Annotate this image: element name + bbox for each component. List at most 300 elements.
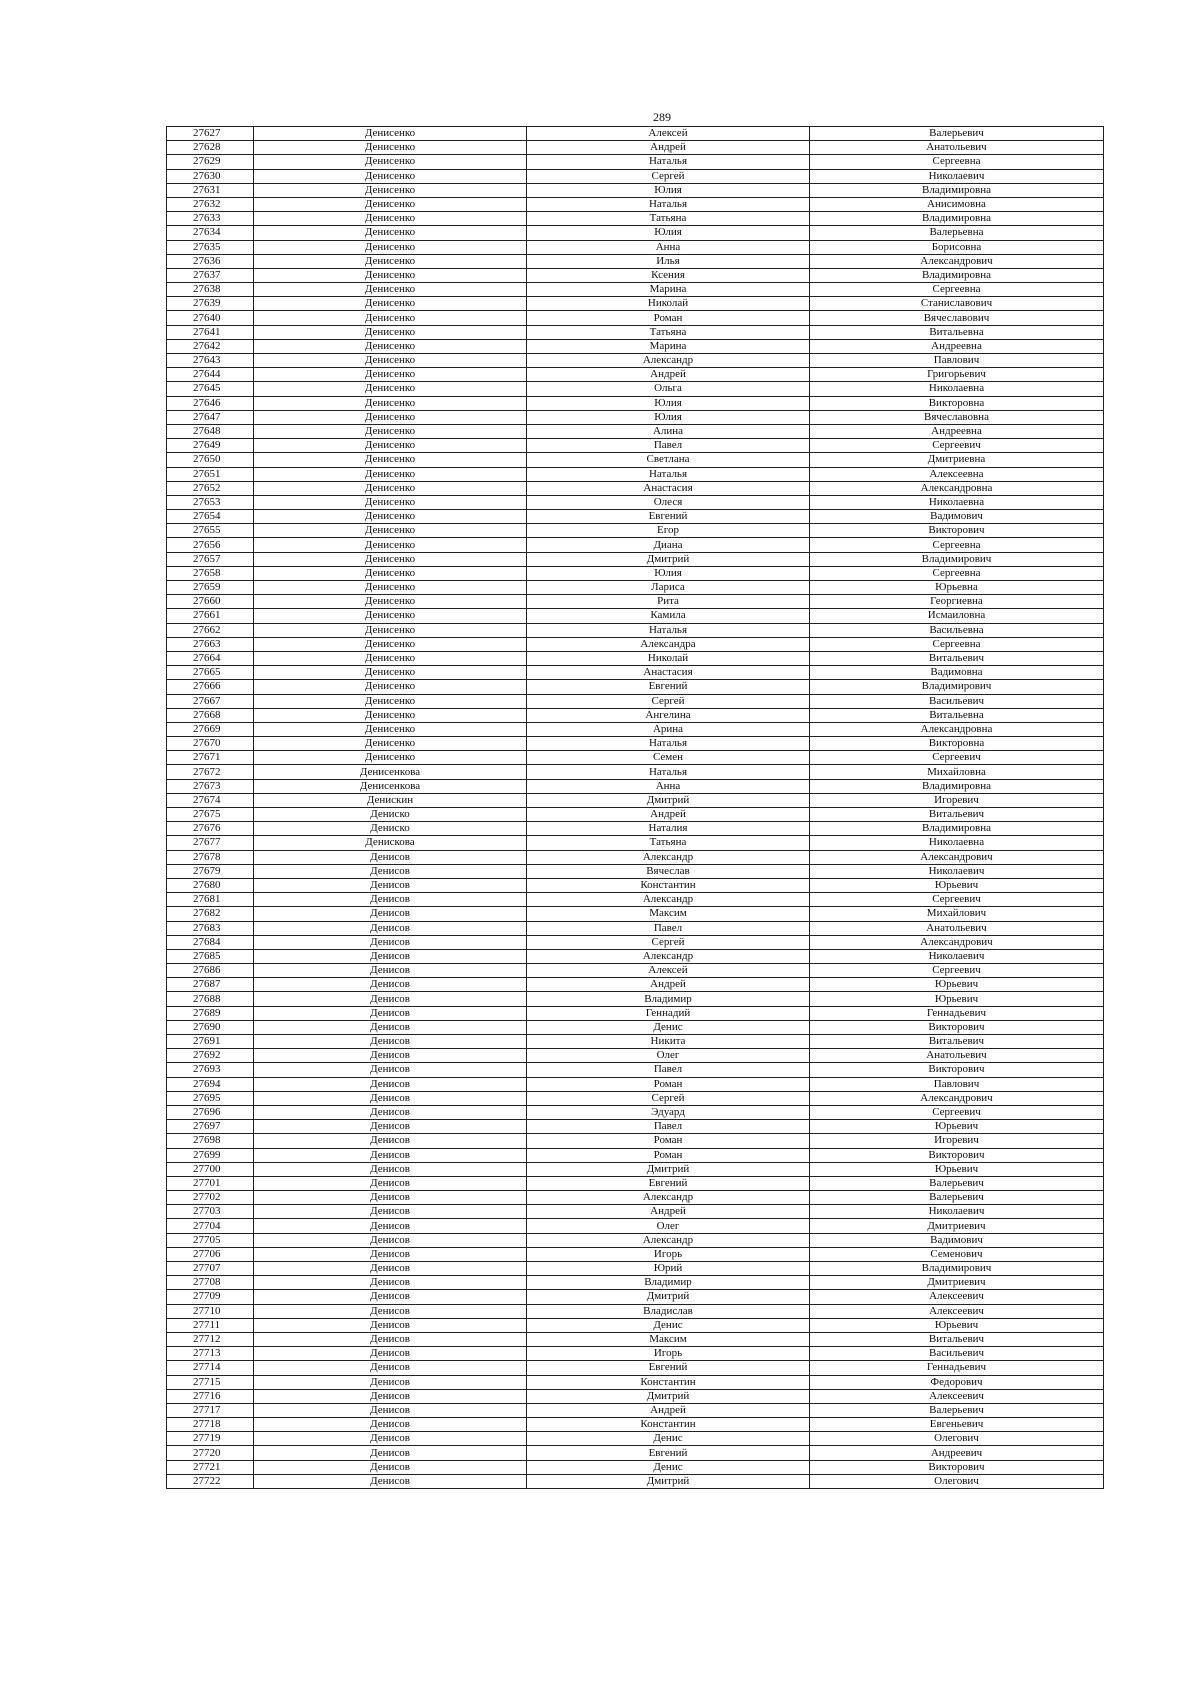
record-number-cell: 27722 bbox=[167, 1474, 254, 1488]
table-row bbox=[167, 1332, 1104, 1346]
first-name-cell: Камила bbox=[527, 609, 810, 623]
record-number-cell: 27716 bbox=[167, 1389, 254, 1403]
patronymic-cell: Викторовна bbox=[810, 396, 1104, 410]
surname-cell: Денисов bbox=[254, 1347, 527, 1361]
first-name-cell: Павел bbox=[527, 921, 810, 935]
first-name-cell: Никита bbox=[527, 1035, 810, 1049]
record-number-cell: 27662 bbox=[167, 623, 254, 637]
record-number-cell: 27655 bbox=[167, 524, 254, 538]
record-number-cell: 27670 bbox=[167, 737, 254, 751]
record-number-cell: 27671 bbox=[167, 751, 254, 765]
first-name-cell: Наталья bbox=[527, 467, 810, 481]
record-number-cell: 27708 bbox=[167, 1276, 254, 1290]
record-number-cell: 27680 bbox=[167, 878, 254, 892]
table-row bbox=[167, 283, 1104, 297]
patronymic-cell: Евгеньевич bbox=[810, 1418, 1104, 1432]
patronymic-cell: Александрович bbox=[810, 850, 1104, 864]
table-row bbox=[167, 226, 1104, 240]
table-row bbox=[167, 368, 1104, 382]
surname-cell: Денисенко bbox=[254, 708, 527, 722]
first-name-cell: Дмитрий bbox=[527, 1290, 810, 1304]
record-number-cell: 27659 bbox=[167, 581, 254, 595]
record-number-cell: 27681 bbox=[167, 893, 254, 907]
table-row bbox=[167, 552, 1104, 566]
record-number-cell: 27643 bbox=[167, 354, 254, 368]
surname-cell: Денисов bbox=[254, 1446, 527, 1460]
record-number-cell: 27673 bbox=[167, 779, 254, 793]
patronymic-cell: Анатольевич bbox=[810, 141, 1104, 155]
first-name-cell: Александр bbox=[527, 1233, 810, 1247]
surname-cell: Денискова bbox=[254, 836, 527, 850]
record-number-cell: 27627 bbox=[167, 127, 254, 141]
table-row bbox=[167, 992, 1104, 1006]
record-number-cell: 27687 bbox=[167, 978, 254, 992]
record-number-cell: 27668 bbox=[167, 708, 254, 722]
surname-cell: Денисенко bbox=[254, 680, 527, 694]
surname-cell: Денисов bbox=[254, 1460, 527, 1474]
first-name-cell: Рита bbox=[527, 595, 810, 609]
first-name-cell: Игорь bbox=[527, 1247, 810, 1261]
surname-cell: Денисов bbox=[254, 1375, 527, 1389]
record-number-cell: 27648 bbox=[167, 424, 254, 438]
patronymic-cell: Васильевич bbox=[810, 694, 1104, 708]
table-row bbox=[167, 1191, 1104, 1205]
first-name-cell: Александра bbox=[527, 637, 810, 651]
surname-cell: Денисенко bbox=[254, 354, 527, 368]
record-number-cell: 27637 bbox=[167, 268, 254, 282]
patronymic-cell: Валерьевич bbox=[810, 127, 1104, 141]
record-number-cell: 27692 bbox=[167, 1049, 254, 1063]
patronymic-cell: Валерьевич bbox=[810, 1176, 1104, 1190]
surname-cell: Денисенко bbox=[254, 127, 527, 141]
first-name-cell: Роман bbox=[527, 1077, 810, 1091]
table-row bbox=[167, 197, 1104, 211]
surname-cell: Денисов bbox=[254, 1049, 527, 1063]
surname-cell: Денисенко bbox=[254, 197, 527, 211]
first-name-cell: Владислав bbox=[527, 1304, 810, 1318]
table-row bbox=[167, 424, 1104, 438]
table-row bbox=[167, 722, 1104, 736]
patronymic-cell: Александрович bbox=[810, 254, 1104, 268]
first-name-cell: Анастасия bbox=[527, 666, 810, 680]
table-row bbox=[167, 1460, 1104, 1474]
patronymic-cell: Викторович bbox=[810, 1063, 1104, 1077]
patronymic-cell: Владимировна bbox=[810, 822, 1104, 836]
patronymic-cell: Георгиевна bbox=[810, 595, 1104, 609]
surname-cell: Денисов bbox=[254, 1120, 527, 1134]
patronymic-cell: Васильевич bbox=[810, 1347, 1104, 1361]
first-name-cell: Сергей bbox=[527, 1091, 810, 1105]
record-number-cell: 27635 bbox=[167, 240, 254, 254]
patronymic-cell: Игоревич bbox=[810, 793, 1104, 807]
surname-cell: Денисенко bbox=[254, 410, 527, 424]
table-row bbox=[167, 1148, 1104, 1162]
record-number-cell: 27640 bbox=[167, 311, 254, 325]
record-number-cell: 27721 bbox=[167, 1460, 254, 1474]
record-number-cell: 27699 bbox=[167, 1148, 254, 1162]
first-name-cell: Дмитрий bbox=[527, 1389, 810, 1403]
patronymic-cell: Васильевна bbox=[810, 623, 1104, 637]
patronymic-cell: Дмитриевна bbox=[810, 453, 1104, 467]
record-number-cell: 27654 bbox=[167, 510, 254, 524]
surname-cell: Денисов bbox=[254, 1332, 527, 1346]
patronymic-cell: Юрьевич bbox=[810, 978, 1104, 992]
patronymic-cell: Вадимович bbox=[810, 510, 1104, 524]
patronymic-cell: Сергеевна bbox=[810, 566, 1104, 580]
table-row bbox=[167, 921, 1104, 935]
patronymic-cell: Юрьевич bbox=[810, 992, 1104, 1006]
table-row bbox=[167, 694, 1104, 708]
patronymic-cell: Алексеевич bbox=[810, 1304, 1104, 1318]
record-number-cell: 27646 bbox=[167, 396, 254, 410]
first-name-cell: Владимир bbox=[527, 1276, 810, 1290]
record-number-cell: 27657 bbox=[167, 552, 254, 566]
first-name-cell: Наталья bbox=[527, 155, 810, 169]
first-name-cell: Андрей bbox=[527, 368, 810, 382]
surname-cell: Денисенко bbox=[254, 595, 527, 609]
table-row bbox=[167, 1304, 1104, 1318]
surname-cell: Денисов bbox=[254, 1162, 527, 1176]
patronymic-cell: Анатольевич bbox=[810, 1049, 1104, 1063]
record-number-cell: 27651 bbox=[167, 467, 254, 481]
record-number-cell: 27712 bbox=[167, 1332, 254, 1346]
patronymic-cell: Дмитриевич bbox=[810, 1276, 1104, 1290]
first-name-cell: Светлана bbox=[527, 453, 810, 467]
surname-cell: Денисов bbox=[254, 1176, 527, 1190]
table-row bbox=[167, 410, 1104, 424]
table-row bbox=[167, 240, 1104, 254]
surname-cell: Денисов bbox=[254, 1077, 527, 1091]
first-name-cell: Сергей bbox=[527, 694, 810, 708]
table-row bbox=[167, 510, 1104, 524]
patronymic-cell: Олегович bbox=[810, 1432, 1104, 1446]
record-number-cell: 27709 bbox=[167, 1290, 254, 1304]
surname-cell: Денисенкова bbox=[254, 779, 527, 793]
surname-cell: Денисов bbox=[254, 850, 527, 864]
patronymic-cell: Сергеевич bbox=[810, 1105, 1104, 1119]
record-number-cell: 27653 bbox=[167, 495, 254, 509]
patronymic-cell: Владимировна bbox=[810, 212, 1104, 226]
patronymic-cell: Сергеевна bbox=[810, 155, 1104, 169]
record-number-cell: 27682 bbox=[167, 907, 254, 921]
first-name-cell: Денис bbox=[527, 1020, 810, 1034]
table-row bbox=[167, 1020, 1104, 1034]
table-row bbox=[167, 1276, 1104, 1290]
patronymic-cell: Сергеевич bbox=[810, 964, 1104, 978]
record-number-cell: 27685 bbox=[167, 949, 254, 963]
surname-cell: Денисов bbox=[254, 907, 527, 921]
first-name-cell: Татьяна bbox=[527, 836, 810, 850]
surname-cell: Денисов bbox=[254, 1247, 527, 1261]
names-table-body bbox=[167, 127, 1104, 1489]
first-name-cell: Дмитрий bbox=[527, 1474, 810, 1488]
table-row bbox=[167, 935, 1104, 949]
surname-cell: Денисов bbox=[254, 1006, 527, 1020]
record-number-cell: 27694 bbox=[167, 1077, 254, 1091]
surname-cell: Денисенко bbox=[254, 155, 527, 169]
first-name-cell: Денис bbox=[527, 1460, 810, 1474]
patronymic-cell: Сергеевна bbox=[810, 637, 1104, 651]
record-number-cell: 27656 bbox=[167, 538, 254, 552]
surname-cell: Денисов bbox=[254, 964, 527, 978]
first-name-cell: Ольга bbox=[527, 382, 810, 396]
patronymic-cell: Вячеславович bbox=[810, 311, 1104, 325]
patronymic-cell: Викторович bbox=[810, 524, 1104, 538]
first-name-cell: Алексей bbox=[527, 127, 810, 141]
first-name-cell: Николай bbox=[527, 297, 810, 311]
record-number-cell: 27686 bbox=[167, 964, 254, 978]
surname-cell: Денисенко bbox=[254, 283, 527, 297]
first-name-cell: Максим bbox=[527, 907, 810, 921]
first-name-cell: Владимир bbox=[527, 992, 810, 1006]
record-number-cell: 27715 bbox=[167, 1375, 254, 1389]
table-row bbox=[167, 964, 1104, 978]
first-name-cell: Александр bbox=[527, 893, 810, 907]
table-row bbox=[167, 864, 1104, 878]
record-number-cell: 27636 bbox=[167, 254, 254, 268]
patronymic-cell: Павлович bbox=[810, 1077, 1104, 1091]
record-number-cell: 27679 bbox=[167, 864, 254, 878]
surname-cell: Денисов bbox=[254, 978, 527, 992]
surname-cell: Денискин bbox=[254, 793, 527, 807]
surname-cell: Денисенко bbox=[254, 254, 527, 268]
patronymic-cell: Витальевна bbox=[810, 708, 1104, 722]
record-number-cell: 27661 bbox=[167, 609, 254, 623]
patronymic-cell: Анатольевич bbox=[810, 921, 1104, 935]
first-name-cell: Диана bbox=[527, 538, 810, 552]
surname-cell: Денисов bbox=[254, 1276, 527, 1290]
surname-cell: Денисенко bbox=[254, 737, 527, 751]
patronymic-cell: Игоревич bbox=[810, 1134, 1104, 1148]
surname-cell: Денисенко bbox=[254, 637, 527, 651]
first-name-cell: Александр bbox=[527, 1191, 810, 1205]
first-name-cell: Роман bbox=[527, 311, 810, 325]
patronymic-cell: Витальевич bbox=[810, 808, 1104, 822]
first-name-cell: Егор bbox=[527, 524, 810, 538]
table-row bbox=[167, 751, 1104, 765]
surname-cell: Денисенко bbox=[254, 481, 527, 495]
first-name-cell: Татьяна bbox=[527, 325, 810, 339]
table-row bbox=[167, 1162, 1104, 1176]
table-row bbox=[167, 978, 1104, 992]
surname-cell: Денисов bbox=[254, 1304, 527, 1318]
table-row bbox=[167, 382, 1104, 396]
table-row bbox=[167, 339, 1104, 353]
first-name-cell: Марина bbox=[527, 339, 810, 353]
table-row bbox=[167, 127, 1104, 141]
record-number-cell: 27719 bbox=[167, 1432, 254, 1446]
first-name-cell: Юлия bbox=[527, 410, 810, 424]
table-row bbox=[167, 1347, 1104, 1361]
surname-cell: Денисенко bbox=[254, 538, 527, 552]
record-number-cell: 27638 bbox=[167, 283, 254, 297]
record-number-cell: 27683 bbox=[167, 921, 254, 935]
record-number-cell: 27706 bbox=[167, 1247, 254, 1261]
surname-cell: Денисов bbox=[254, 864, 527, 878]
table-row bbox=[167, 254, 1104, 268]
patronymic-cell: Витальевна bbox=[810, 325, 1104, 339]
record-number-cell: 27669 bbox=[167, 722, 254, 736]
first-name-cell: Юлия bbox=[527, 396, 810, 410]
record-number-cell: 27717 bbox=[167, 1403, 254, 1417]
table-row bbox=[167, 1403, 1104, 1417]
record-number-cell: 27644 bbox=[167, 368, 254, 382]
surname-cell: Денисенко bbox=[254, 212, 527, 226]
surname-cell: Денисенко bbox=[254, 424, 527, 438]
table-row bbox=[167, 524, 1104, 538]
table-row bbox=[167, 538, 1104, 552]
record-number-cell: 27702 bbox=[167, 1191, 254, 1205]
table-row bbox=[167, 737, 1104, 751]
surname-cell: Денисов bbox=[254, 1063, 527, 1077]
record-number-cell: 27667 bbox=[167, 694, 254, 708]
record-number-cell: 27711 bbox=[167, 1318, 254, 1332]
first-name-cell: Наталия bbox=[527, 822, 810, 836]
patronymic-cell: Григорьевич bbox=[810, 368, 1104, 382]
first-name-cell: Алина bbox=[527, 424, 810, 438]
surname-cell: Денисов bbox=[254, 1219, 527, 1233]
table-row bbox=[167, 1049, 1104, 1063]
table-row bbox=[167, 1205, 1104, 1219]
table-row bbox=[167, 680, 1104, 694]
surname-cell: Денисенко bbox=[254, 325, 527, 339]
surname-cell: Денисов bbox=[254, 1148, 527, 1162]
first-name-cell: Денис bbox=[527, 1432, 810, 1446]
patronymic-cell: Александровна bbox=[810, 722, 1104, 736]
record-number-cell: 27674 bbox=[167, 793, 254, 807]
patronymic-cell: Геннадьевич bbox=[810, 1361, 1104, 1375]
record-number-cell: 27631 bbox=[167, 183, 254, 197]
surname-cell: Денисенко bbox=[254, 439, 527, 453]
record-number-cell: 27649 bbox=[167, 439, 254, 453]
record-number-cell: 27666 bbox=[167, 680, 254, 694]
patronymic-cell: Михайловна bbox=[810, 765, 1104, 779]
patronymic-cell: Вадимовна bbox=[810, 666, 1104, 680]
surname-cell: Денисенко bbox=[254, 169, 527, 183]
table-row bbox=[167, 1219, 1104, 1233]
patronymic-cell: Александровна bbox=[810, 481, 1104, 495]
surname-cell: Денисов bbox=[254, 992, 527, 1006]
first-name-cell: Наталья bbox=[527, 737, 810, 751]
patronymic-cell: Сергеевна bbox=[810, 538, 1104, 552]
patronymic-cell: Витальевич bbox=[810, 651, 1104, 665]
first-name-cell: Андрей bbox=[527, 808, 810, 822]
record-number-cell: 27634 bbox=[167, 226, 254, 240]
table-row bbox=[167, 1077, 1104, 1091]
patronymic-cell: Николаевич bbox=[810, 169, 1104, 183]
record-number-cell: 27689 bbox=[167, 1006, 254, 1020]
first-name-cell: Александр bbox=[527, 354, 810, 368]
record-number-cell: 27630 bbox=[167, 169, 254, 183]
table-row bbox=[167, 765, 1104, 779]
surname-cell: Денисов bbox=[254, 1403, 527, 1417]
table-row bbox=[167, 1432, 1104, 1446]
table-row bbox=[167, 1375, 1104, 1389]
table-row bbox=[167, 1418, 1104, 1432]
first-name-cell: Ангелина bbox=[527, 708, 810, 722]
table-row bbox=[167, 1063, 1104, 1077]
surname-cell: Денисов bbox=[254, 1361, 527, 1375]
surname-cell: Денисенко bbox=[254, 524, 527, 538]
patronymic-cell: Сергеевич bbox=[810, 439, 1104, 453]
record-number-cell: 27664 bbox=[167, 651, 254, 665]
surname-cell: Денисенко bbox=[254, 651, 527, 665]
table-row bbox=[167, 297, 1104, 311]
table-row bbox=[167, 637, 1104, 651]
table-row bbox=[167, 822, 1104, 836]
surname-cell: Денисов bbox=[254, 1318, 527, 1332]
patronymic-cell: Семенович bbox=[810, 1247, 1104, 1261]
surname-cell: Денисов bbox=[254, 1020, 527, 1034]
table-row bbox=[167, 396, 1104, 410]
surname-cell: Денисов bbox=[254, 1262, 527, 1276]
table-row bbox=[167, 779, 1104, 793]
patronymic-cell: Борисовна bbox=[810, 240, 1104, 254]
first-name-cell: Павел bbox=[527, 1120, 810, 1134]
surname-cell: Денисенко bbox=[254, 183, 527, 197]
table-row bbox=[167, 1091, 1104, 1105]
surname-cell: Денисенко bbox=[254, 226, 527, 240]
patronymic-cell: Юрьевич bbox=[810, 1318, 1104, 1332]
record-number-cell: 27678 bbox=[167, 850, 254, 864]
surname-cell: Денисенко bbox=[254, 623, 527, 637]
first-name-cell: Николай bbox=[527, 651, 810, 665]
first-name-cell: Павел bbox=[527, 1063, 810, 1077]
patronymic-cell: Николаевна bbox=[810, 495, 1104, 509]
patronymic-cell: Дмитриевич bbox=[810, 1219, 1104, 1233]
record-number-cell: 27633 bbox=[167, 212, 254, 226]
patronymic-cell: Владимировна bbox=[810, 268, 1104, 282]
first-name-cell: Алексей bbox=[527, 964, 810, 978]
first-name-cell: Эдуард bbox=[527, 1105, 810, 1119]
table-row bbox=[167, 836, 1104, 850]
surname-cell: Денисов bbox=[254, 1474, 527, 1488]
patronymic-cell: Павлович bbox=[810, 354, 1104, 368]
first-name-cell: Сергей bbox=[527, 169, 810, 183]
record-number-cell: 27690 bbox=[167, 1020, 254, 1034]
first-name-cell: Арина bbox=[527, 722, 810, 736]
patronymic-cell: Владимировна bbox=[810, 183, 1104, 197]
first-name-cell: Андрей bbox=[527, 1205, 810, 1219]
patronymic-cell: Николаевна bbox=[810, 836, 1104, 850]
patronymic-cell: Андреевич bbox=[810, 1446, 1104, 1460]
surname-cell: Денисов bbox=[254, 1105, 527, 1119]
patronymic-cell: Николаевич bbox=[810, 949, 1104, 963]
record-number-cell: 27672 bbox=[167, 765, 254, 779]
surname-cell: Денисов bbox=[254, 1389, 527, 1403]
first-name-cell: Анастасия bbox=[527, 481, 810, 495]
surname-cell: Денисенкова bbox=[254, 765, 527, 779]
patronymic-cell: Николаевна bbox=[810, 382, 1104, 396]
first-name-cell: Роман bbox=[527, 1148, 810, 1162]
first-name-cell: Роман bbox=[527, 1134, 810, 1148]
surname-cell: Денисенко bbox=[254, 552, 527, 566]
table-row bbox=[167, 1035, 1104, 1049]
patronymic-cell: Михайлович bbox=[810, 907, 1104, 921]
surname-cell: Денисов bbox=[254, 1205, 527, 1219]
first-name-cell: Александр bbox=[527, 850, 810, 864]
patronymic-cell: Олегович bbox=[810, 1474, 1104, 1488]
patronymic-cell: Вячеславовна bbox=[810, 410, 1104, 424]
surname-cell: Денисов bbox=[254, 893, 527, 907]
record-number-cell: 27629 bbox=[167, 155, 254, 169]
first-name-cell: Дмитрий bbox=[527, 1162, 810, 1176]
table-row bbox=[167, 1361, 1104, 1375]
surname-cell: Денисов bbox=[254, 1290, 527, 1304]
table-row bbox=[167, 651, 1104, 665]
table-row bbox=[167, 453, 1104, 467]
patronymic-cell: Валерьевич bbox=[810, 1191, 1104, 1205]
